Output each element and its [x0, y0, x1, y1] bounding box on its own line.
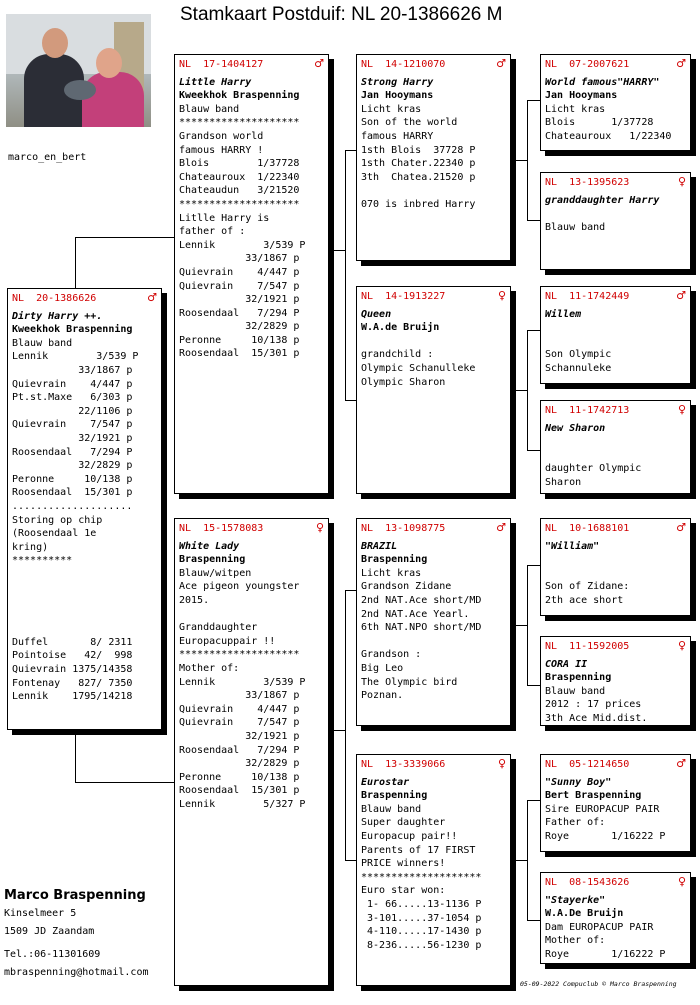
card-line: Pt.st.Maxe 6/303 p: [12, 392, 133, 404]
card-header: [545, 522, 686, 536]
card-line: Blois 1/37728: [179, 158, 300, 170]
card-line: Blauw band: [545, 221, 606, 233]
ring-number: NL 11-1742713: [545, 405, 630, 416]
card-line: 2015.: [179, 594, 210, 606]
card-header: [179, 522, 324, 536]
pedigree-card-mf: [356, 518, 511, 726]
ring-number: NL 20-1386626: [12, 293, 97, 304]
pigeon-owner: Braspenning: [179, 554, 246, 566]
card-line: 33/1867 p: [179, 690, 300, 702]
pigeon-owner: Braspenning: [361, 554, 428, 566]
connector: [330, 250, 345, 251]
card-line: **********: [12, 555, 73, 567]
card-line: Blauw band: [12, 337, 73, 349]
card-line: Licht kras: [545, 103, 606, 115]
card-line: Father of:: [545, 817, 606, 829]
card-line: Storing op chip: [12, 514, 103, 526]
card-line: Pointoise 42/ 998: [12, 650, 133, 662]
card-line: 2th ace short: [545, 594, 624, 606]
card-line: ********************: [179, 117, 300, 129]
pigeon-name: World famous"HARRY": [545, 76, 660, 88]
card-line: Olympic Sharon: [361, 376, 446, 388]
connector: [527, 565, 528, 685]
pigeon-owner: Jan Hooymans: [545, 90, 618, 102]
ring-number: NL 13-1098775: [361, 523, 446, 534]
card-line: Fontenay 827/ 7350: [12, 677, 133, 689]
card-line: Granddaughter: [179, 622, 258, 634]
pedigree-card-fmm: [540, 400, 691, 494]
owner-address-line2: 1509 JD Zaandam: [4, 925, 95, 937]
card-line: 32/2829 p: [179, 758, 300, 770]
card-line: 2012 : 17 prices: [545, 699, 642, 711]
pigeon-owner: Braspenning: [361, 790, 428, 802]
female-icon: ♀: [497, 289, 506, 302]
owner-name: Marco Braspenning: [4, 888, 146, 903]
card-line: 3-101.....37-1054 p: [361, 912, 482, 924]
connector: [527, 100, 528, 220]
pigeon-name: "Sunny Boy": [545, 776, 612, 788]
pigeon-name: Eurostar: [361, 776, 410, 788]
card-line: Quievrain 4/447 p: [179, 703, 300, 715]
card-line: [12, 581, 157, 595]
card-line: [545, 435, 686, 449]
card-line: Quievrain 4/447 p: [12, 378, 133, 390]
card-header: [545, 176, 686, 190]
card-line: [179, 608, 324, 622]
female-icon: ♀: [677, 175, 686, 188]
pigeon-name: Queen: [361, 308, 392, 320]
card-line: 3th Ace Mid.dist.: [545, 712, 648, 724]
card-line: Dam EUROPACUP PAIR: [545, 921, 654, 933]
female-icon: ♀: [677, 875, 686, 888]
connector: [527, 330, 541, 331]
ring-number: NL 14-1913227: [361, 291, 446, 302]
card-line: ********************: [179, 649, 300, 661]
owner-block: [4, 887, 149, 981]
card-line: Peronne 10/138 p: [12, 473, 133, 485]
card-line: Son of the world: [361, 117, 458, 129]
card-line: [545, 321, 686, 335]
card-line: Quievrain 7/547 p: [179, 280, 300, 292]
pigeon-name: CORA II: [545, 658, 588, 670]
card-line: Parents of 17 FIRST: [361, 844, 476, 856]
pedigree-card-mmf: [540, 754, 691, 852]
card-line: Quievrain 7/547 p: [12, 419, 133, 431]
pigeon-owner: Jan Hooymans: [361, 90, 434, 102]
owner-email: mbraspenning@hotmail.com: [4, 966, 149, 978]
card-line: Super daughter: [361, 817, 446, 829]
card-line: [12, 609, 157, 623]
card-line: [545, 207, 686, 221]
card-line: The Olympic bird: [361, 676, 458, 688]
card-header: [545, 404, 686, 418]
card-header: [545, 640, 686, 654]
card-line: 32/1921 p: [179, 730, 300, 742]
ring-number: NL 10-1688101: [545, 523, 630, 534]
card-header: [545, 876, 686, 890]
card-line: Lennik 3/539 P: [179, 239, 306, 251]
ring-number: NL 08-1543626: [545, 877, 630, 888]
card-line: [361, 635, 506, 649]
connector: [527, 565, 541, 566]
card-header: [545, 290, 686, 304]
connector: [527, 330, 528, 450]
card-line: Europacuppair !!: [179, 635, 276, 647]
card-line: Chateauroux 1/22340: [545, 130, 672, 142]
connector: [527, 920, 541, 921]
connector: [512, 860, 527, 861]
card-line: 1sth Chater.22340 p: [361, 158, 476, 170]
ring-number: NL 11-1592005: [545, 641, 630, 652]
connector: [527, 100, 541, 101]
card-line: 6th NAT.NPO short/MD: [361, 622, 482, 634]
pigeon-owner: W.A.De Bruijn: [545, 908, 624, 920]
card-line: Licht kras: [361, 103, 422, 115]
male-icon: ♂: [314, 57, 324, 70]
card-line: Quievrain 1375/14358: [12, 664, 133, 676]
pigeon-name: Dirty Harry ++.: [12, 310, 103, 322]
card-line: [361, 184, 506, 198]
card-header: [179, 58, 324, 72]
connector: [345, 150, 346, 400]
male-icon: ♂: [676, 521, 686, 534]
card-line: Blauw band: [361, 803, 422, 815]
card-line: Blauw band: [179, 103, 240, 115]
pigeon-owner: W.A.de Bruijn: [361, 322, 440, 334]
card-line: 1sth Blois 37728 P: [361, 144, 476, 156]
owner-address-line1: Kinselmeer 5: [4, 908, 77, 919]
pigeon-owner: Kweekhok Braspenning: [12, 324, 133, 336]
ring-number: NL 11-1742449: [545, 291, 630, 302]
female-icon: ♀: [497, 757, 506, 770]
card-line: 32/2829 p: [12, 460, 133, 472]
female-icon: ♀: [677, 639, 686, 652]
card-line: famous HARRY: [361, 130, 434, 142]
card-line: Duffel 8/ 2311: [12, 636, 133, 648]
pigeon-name: "Stayerke": [545, 894, 606, 906]
card-line: 070 is inbred Harry: [361, 198, 476, 210]
pedigree-card-mm: [356, 754, 511, 986]
ring-number: NL 13-1395623: [545, 177, 630, 188]
card-line: Peronne 10/138 p: [179, 771, 300, 783]
pedigree-card-father: [174, 54, 329, 494]
card-line: 33/1867 p: [179, 253, 300, 265]
card-line: 4-110.....17-1430 p: [361, 926, 482, 938]
card-line: ********************: [179, 198, 300, 210]
card-line: [361, 335, 506, 349]
card-line: [12, 568, 157, 582]
male-icon: ♂: [147, 291, 157, 304]
male-icon: ♂: [496, 57, 506, 70]
card-line: Euro star won:: [361, 885, 446, 897]
card-line: [12, 622, 157, 636]
card-line: 33/1867 p: [12, 364, 133, 376]
card-line: Lennik 3/539 P: [179, 676, 306, 688]
card-line: 32/1921 p: [179, 294, 300, 306]
pigeon-owner: Braspenning: [545, 672, 612, 684]
pedigree-card-fmf: [540, 286, 691, 384]
connector: [527, 800, 528, 920]
card-line: grandchild :: [361, 349, 434, 361]
ring-number: NL 13-3339066: [361, 759, 446, 770]
card-line: Ace pigeon youngster: [179, 581, 300, 593]
connector: [512, 160, 527, 161]
female-icon: ♀: [677, 403, 686, 416]
card-line: 32/1921 p: [12, 432, 133, 444]
pigeon-owner: Kweekhok Braspenning: [179, 90, 300, 102]
pigeon-name: Strong Harry: [361, 76, 434, 88]
connector: [527, 685, 541, 686]
card-line: Peronne 10/138 p: [179, 334, 300, 346]
connector: [527, 800, 541, 801]
card-line: Chateaudun 3/21520: [179, 185, 300, 197]
card-line: [545, 449, 686, 463]
card-line: Mother of:: [545, 935, 606, 947]
photo-caption: marco_en_bert: [8, 152, 87, 163]
owner-phone: Tel.:06-11301609: [4, 949, 101, 961]
male-icon: ♂: [676, 289, 686, 302]
card-line: 2nd NAT.Ace Yearl.: [361, 608, 470, 620]
card-line: Roye 1/16222 P: [545, 948, 666, 960]
pigeon-name: Little Harry: [179, 76, 252, 88]
card-line: Europacup pair!!: [361, 830, 458, 842]
card-header: [361, 522, 506, 536]
card-line: 2nd NAT.Ace short/MD: [361, 594, 482, 606]
card-header: [361, 58, 506, 72]
ring-number: NL 07-2007621: [545, 59, 630, 70]
card-line: Blauw band: [545, 685, 606, 697]
pedigree-card-fff: [540, 54, 691, 151]
card-header: [545, 758, 686, 772]
connector: [527, 450, 541, 451]
pigeon-owner: Bert Braspenning: [545, 790, 642, 802]
card-line: daughter Olympic: [545, 463, 642, 475]
page-title: Stamkaart Postduif: NL 20-1386626 M: [180, 4, 503, 25]
ring-number: NL 15-1578083: [179, 523, 264, 534]
card-line: Poznan.: [361, 690, 404, 702]
card-line: Roosendaal 15/301 p: [179, 348, 300, 360]
pedigree-card-mff: [540, 518, 691, 616]
pigeon-name: BRAZIL: [361, 540, 398, 552]
card-line: (Roosendaal 1e: [12, 528, 97, 540]
card-line: Licht kras: [361, 567, 422, 579]
owner-photo: [6, 14, 151, 127]
card-line: [12, 595, 157, 609]
card-line: Son of Zidane:: [545, 581, 630, 593]
pedigree-card-mmm: [540, 872, 691, 964]
pedigree-card-mfm: [540, 636, 691, 726]
card-line: Grandson Zidane: [361, 581, 452, 593]
card-line: Chateauroux 1/22340: [179, 171, 300, 183]
ring-number: NL 17-1404127: [179, 59, 264, 70]
card-line: Roye 1/16222 P: [545, 830, 666, 842]
male-icon: ♂: [496, 521, 506, 534]
connector: [330, 730, 345, 731]
connector: [527, 220, 541, 221]
card-header: [545, 58, 686, 72]
card-line: Sharon: [545, 476, 582, 488]
card-line: PRICE winners!: [361, 858, 446, 870]
card-line: Olympic Schanulleke: [361, 362, 476, 374]
card-line: kring): [12, 541, 49, 553]
card-line: 1- 66.....13-1136 P: [361, 898, 482, 910]
card-line: ....................: [12, 500, 133, 512]
card-line: Grandson :: [361, 649, 422, 661]
connector: [512, 390, 527, 391]
ring-number: NL 05-1214650: [545, 759, 630, 770]
card-header: [361, 758, 506, 772]
male-icon: ♂: [676, 757, 686, 770]
pedigree-card-fm: [356, 286, 511, 494]
card-line: 22/1106 p: [12, 405, 133, 417]
card-line: Quievrain 7/547 p: [179, 717, 300, 729]
card-line: Lennik 5/327 P: [179, 798, 306, 810]
card-line: Schannuleke: [545, 362, 612, 374]
pedigree-card-subject: [7, 288, 162, 730]
card-line: Roosendaal 7/294 P: [12, 446, 133, 458]
connector: [75, 237, 76, 290]
pigeon-name: Willem: [545, 308, 582, 320]
pedigree-card-ffm: [540, 172, 691, 270]
connector: [75, 782, 175, 783]
card-line: ********************: [361, 871, 482, 883]
ring-number: NL 14-1210070: [361, 59, 446, 70]
card-line: Blauw/witpen: [179, 567, 252, 579]
card-line: Son Olympic: [545, 349, 612, 361]
card-line: Grandson world: [179, 130, 264, 142]
card-line: Roosendaal 15/301 p: [12, 487, 133, 499]
pigeon-name: White Lady: [179, 540, 240, 552]
card-line: 32/2829 p: [179, 321, 300, 333]
card-header: [361, 290, 506, 304]
pedigree-card-ff: [356, 54, 511, 261]
pigeon-name: "William": [545, 540, 600, 552]
card-line: 8-236.....56-1230 p: [361, 939, 482, 951]
card-line: father of :: [179, 226, 246, 238]
card-line: Quievrain 4/447 p: [179, 266, 300, 278]
card-line: Blois 1/37728: [545, 117, 654, 129]
card-line: Sire EUROPACUP PAIR: [545, 803, 660, 815]
card-line: [545, 553, 686, 567]
card-line: Lennik 3/539 P: [12, 351, 139, 363]
card-line: Litlle Harry is: [179, 212, 270, 224]
card-line: [545, 335, 686, 349]
card-header: [12, 292, 157, 306]
pedigree-card-mother: [174, 518, 329, 986]
pigeon-name: granddaughter Harry: [545, 194, 660, 206]
female-icon: ♀: [315, 521, 324, 534]
pigeon-name: New Sharon: [545, 422, 606, 434]
footer-credit: 05-09-2022 Compuclub © Marco Braspenning: [520, 980, 677, 988]
card-line: Mother of:: [179, 662, 240, 674]
connector: [75, 727, 76, 782]
card-line: Lennik 1795/14218: [12, 691, 133, 703]
connector: [345, 590, 346, 860]
card-line: Roosendaal 7/294 P: [179, 307, 300, 319]
card-line: Big Leo: [361, 662, 404, 674]
card-line: famous HARRY !: [179, 144, 264, 156]
card-line: [545, 567, 686, 581]
connector: [512, 625, 527, 626]
male-icon: ♂: [676, 57, 686, 70]
card-line: Roosendaal 15/301 p: [179, 785, 300, 797]
connector: [75, 237, 175, 238]
card-line: 3th Chatea.21520 p: [361, 171, 476, 183]
card-line: Roosendaal 7/294 P: [179, 744, 300, 756]
